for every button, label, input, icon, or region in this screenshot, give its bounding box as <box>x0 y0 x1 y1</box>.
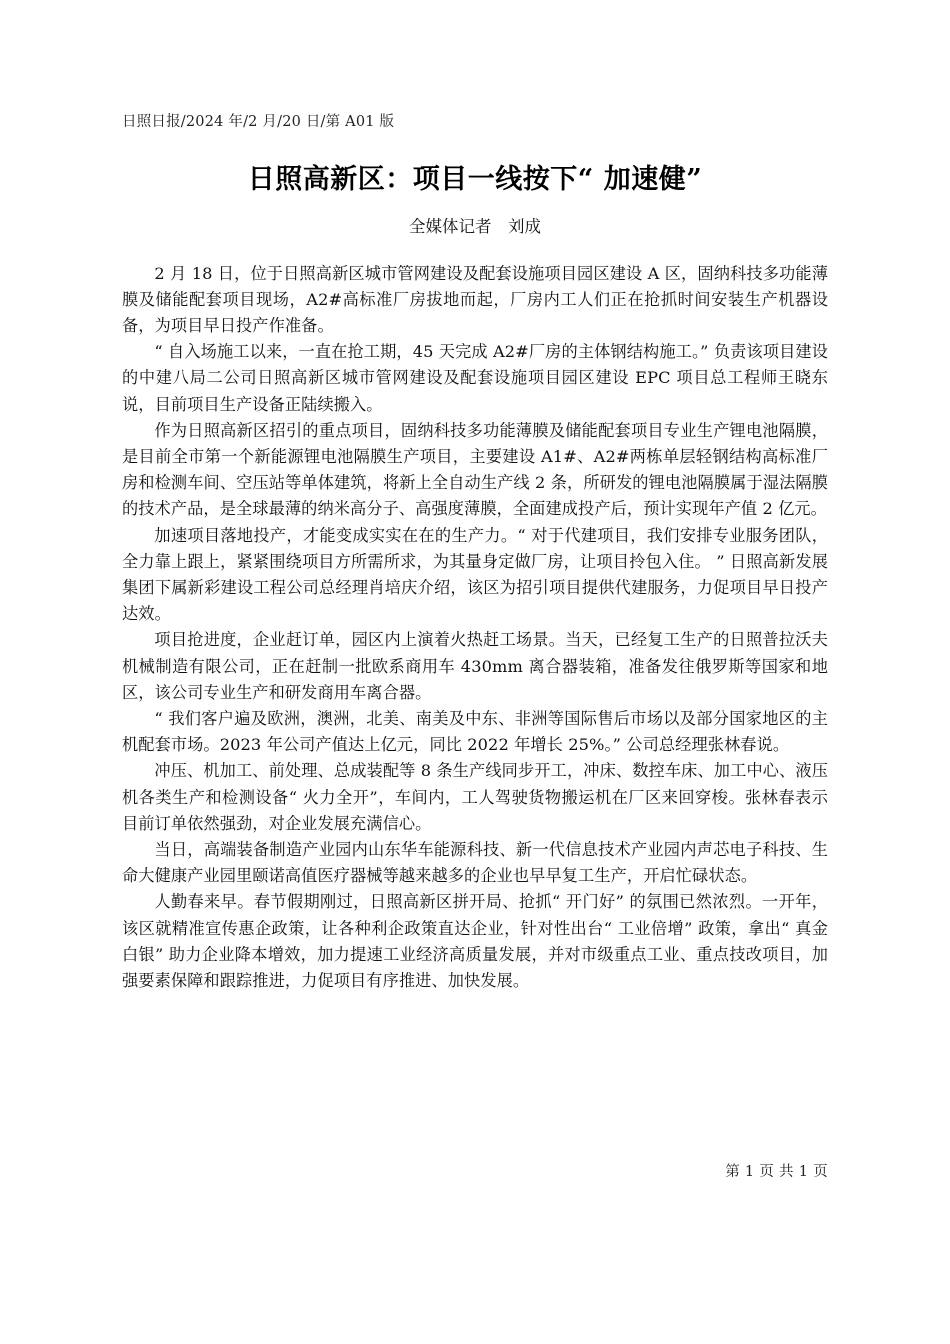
article-paragraph: 冲压、机加工、前处理、总成装配等 8 条生产线同步开工，冲床、数控车床、加工中心、液压机各类生产和检测设备“ 火力全开”，车间内，工人驾驶货物搬运机在厂区来回穿梭。张林春表示目前订单依然强劲，对企业发展充满信心。 <box>122 761 828 833</box>
article-paragraph: 2 月 18 日，位于日照高新区城市管网建设及配套设施项目园区建设 A 区，固纳科技多功能薄膜及储能配套项目现场，A2#高标准厂房拔地而起，厂房内工人们正在抢抓时间安装生产机器设备，为项目早日投产作准备。 <box>122 263 828 335</box>
page-number-footer: 第 1 页 共 1 页 <box>725 1164 828 1180</box>
article-paragraph: 项目抢进度，企业赶订单，园区内上演着火热赶工场景。当天，已经复工生产的日照普拉沃夫机械制造有限公司，正在赶制一批欧系商用车 430mm 离合器装箱，准备发往俄罗斯等国家和地区，该公司专业生产和研发商用车离合器。 <box>122 630 828 702</box>
article-title: 日照高新区：项目一线按下“ 加速健” <box>247 164 703 196</box>
article-paragraph: “ 我们客户遍及欧洲，澳洲，北美、南美及中东、非洲等国际售后市场以及部分国家地区的主机配套市场。2023 年公司产值达上亿元，同比 2022 年增长 25%。” 公司总经理张林春说。 <box>122 709 828 755</box>
article-paragraph: 作为日照高新区招引的重点项目，固纳科技多功能薄膜及储能配套项目专业生产锂电池隔膜，是目前全市第一个新能源锂电池隔膜生产项目，主要建设 A1#、A2#两栋单层轻钢结构高标准厂房和检测车间、空压站等单体建筑，将新上全自动生产线 2 条，所研发的锂电池隔膜属于湿法隔膜的技术产品，是全球最薄的纳米高分子、高强度薄膜，全面建成投产后，预计实现年产值 2 亿元。 <box>122 420 828 519</box>
article-paragraph: 当日，高端装备制造产业园内山东华车能源科技、新一代信息技术产业园内声芯电子科技、生命大健康产业园里颐诺高值医疗器械等越来越多的企业也早早复工生产，开启忙碌状态。 <box>122 840 828 886</box>
document-content <box>122 0 828 994</box>
article-body <box>122 261 828 995</box>
publication-source-line: 日照日报/2024 年/2 月/20 日/第 A01 版 <box>122 114 395 130</box>
article-byline: 全媒体记者 刘成 <box>409 217 541 237</box>
article-paragraph: “ 自入场施工以来，一直在抢工期，45 天完成 A2#厂房的主体钢结构施工。” 负责该项目建设的中建八局二公司日照高新区城市管网建设及配套设施项目园区建设 EPC 项目总工程师王晓东说，目前项目生产设备正陆续搬入。 <box>122 342 828 414</box>
article-paragraph: 加速项目落地投产，才能变成实实在在的生产力。“ 对于代建项目，我们安排专业服务团队，全力靠上跟上，紧紧围绕项目方所需所求，为其量身定做厂房，让项目拎包入住。 ” 日照高新发展集团下属新彩建设工程公司总经理肖培庆介绍，该区为招引项目提供代建服务，力促项目早日投产达效。 <box>122 525 828 624</box>
article-paragraph: 人勤春来早。春节假期刚过，日照高新区拼开局、抢抓“ 开门好” 的氛围已然浓烈。一开年，该区就精准宣传惠企政策，让各种利企政策直达企业，针对性出台“ 工业倍增” 政策，拿出“ 真金白银” 助力企业降本增效，加力提速工业经济高质量发展，并对市级重点工业、重点技改项目，加强要素保障和跟踪推进，力促项目有序推进、加快发展。 <box>122 892 828 991</box>
